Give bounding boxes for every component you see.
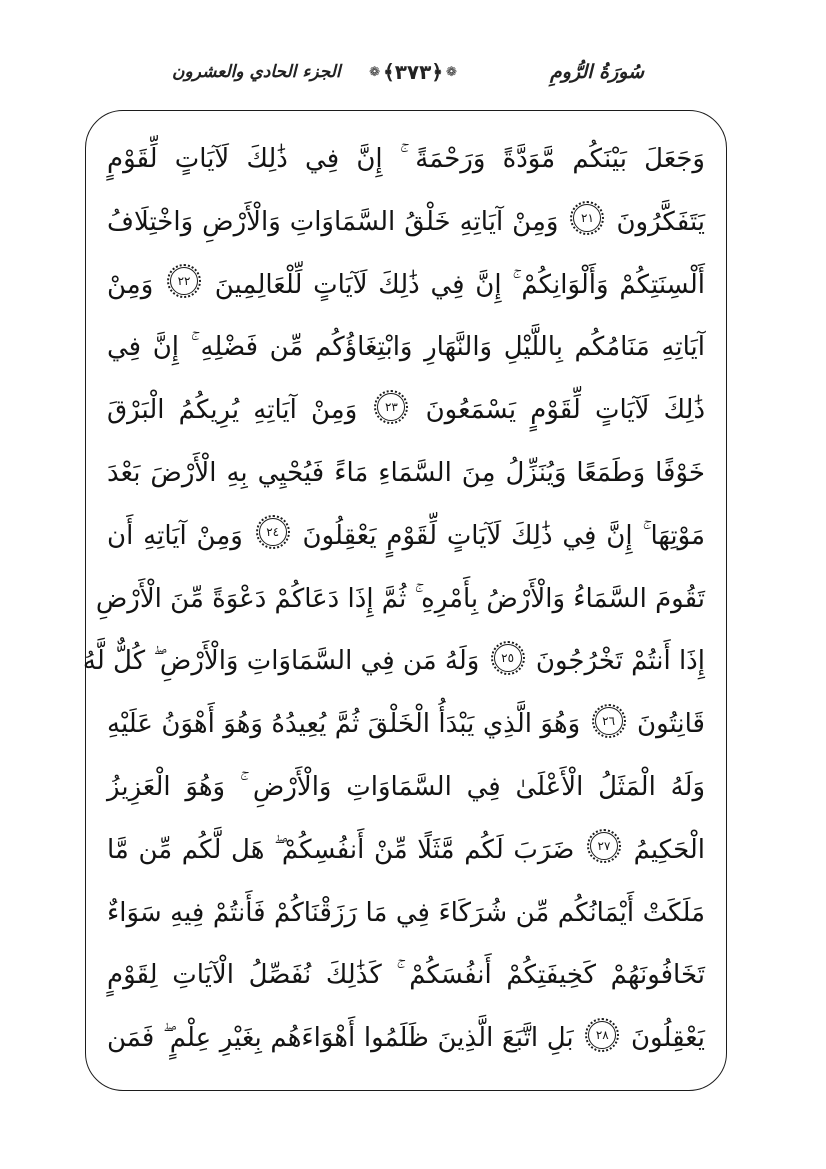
ayah-end-marker: ٢٨: [588, 1021, 616, 1049]
ayah-end-marker: ٢٦: [595, 707, 623, 735]
page-number: ﴿٣٧٣﴾: [382, 60, 444, 84]
quran-line: [107, 191, 705, 254]
ayah-end-marker: ٢٧: [590, 832, 618, 860]
ayah-end-marker: ٢٣: [377, 393, 405, 421]
quran-text-segment: بَلِ اتَّبَعَ الَّذِينَ ظَلَمُوا أَهْوَاءَهُم بِغَيْرِ عِلْمٍ ۖ فَمَن: [107, 1023, 574, 1054]
quran-text-segment: ضَرَبَ لَكُم مَّثَلًا مِّنْ أَنفُسِكُمْ ۖ هَل لَّكُم مِّن مَّا: [107, 834, 575, 865]
quran-text-segment: يَعْقِلُونَ: [630, 1023, 706, 1054]
quran-line: [107, 693, 705, 756]
quran-line: [82, 630, 705, 693]
quran-line: [107, 128, 705, 191]
quran-line: [107, 944, 705, 1007]
quran-text-segment: وَمِنْ آيَاتِهِ يُرِيكُمُ الْبَرْقَ: [107, 395, 358, 426]
quran-text-segment: مَلَكَتْ أَيْمَانُكُم مِّن شُرَكَاءَ فِي مَا رَزَقْنَاكُمْ فَأَنتُمْ فِيهِ سَوَاءٌ: [107, 897, 705, 928]
quran-line: [107, 316, 705, 379]
quran-text-segment: إِذَا أَنتُمْ تَخْرُجُونَ: [535, 646, 705, 677]
quran-text-segment: وَلَهُ مَن فِي السَّمَاوَاتِ وَالْأَرْضِ ۖ كُلٌّ لَّهُ: [82, 646, 480, 677]
ayah-end-marker: ٢٥: [494, 644, 522, 672]
quran-text-segment: وَهُوَ الَّذِي يَبْدَأُ الْخَلْقَ ثُمَّ يُعِيدُهُ وَهُوَ أَهْوَنُ عَلَيْهِ: [107, 709, 581, 740]
quran-text-segment: وَمِنْ: [107, 269, 154, 300]
quran-text-segment: أَلْسِنَتِكُمْ وَأَلْوَانِكُمْ ۚ إِنَّ فِي ذَٰلِكَ لَآيَاتٍ لِّلْعَالِمِينَ: [214, 269, 706, 300]
quran-text-segment: آيَاتِهِ مَنَامُكُم بِاللَّيْلِ وَالنَّهَارِ وَابْتِغَاؤُكُم مِّن فَضْلِهِ ۚ إِنَّ فِي: [107, 332, 705, 363]
ayah-end-marker: ٢١: [573, 204, 601, 232]
juz-title: الجزء الحادي والعشرون: [172, 62, 341, 82]
rosette-ornament-icon: ❁: [369, 64, 380, 80]
quran-line: [107, 379, 705, 442]
quran-line: [107, 882, 705, 945]
quran-text-segment: مَوْتِهَا ۚ إِنَّ فِي ذَٰلِكَ لَآيَاتٍ لِّقَوْمٍ يَعْقِلُونَ: [302, 520, 706, 551]
quran-line: [107, 1007, 705, 1070]
rosette-ornament-icon: ❁: [446, 64, 457, 80]
quran-text-segment: الْحَكِيمُ: [633, 834, 705, 865]
quran-text-segment: قَانِتُونَ: [637, 709, 705, 740]
page-number-group: [369, 48, 457, 96]
quran-line: [107, 442, 705, 505]
quran-text-segment: وَلَهُ الْمَثَلُ الْأَعْلَىٰ فِي السَّمَاوَاتِ وَالْأَرْضِ ۚ وَهُوَ الْعَزِيزُ: [107, 771, 705, 802]
ayah-end-marker: ٢٤: [259, 518, 287, 546]
ayah-end-marker: ٢٢: [170, 267, 198, 295]
text-frame-border: [82, 110, 727, 1091]
quran-text-segment: ذَٰلِكَ لَآيَاتٍ لِّقَوْمٍ يَسْمَعُونَ: [425, 395, 706, 426]
quran-line: [107, 505, 705, 568]
quran-text-segment: تَخَافُونَهُمْ كَخِيفَتِكُمْ أَنفُسَكُمْ ۚ كَذَٰلِكَ نُفَصِّلُ الْآيَاتِ لِقَوْمٍ: [107, 960, 705, 991]
quran-text-block: [82, 128, 706, 1090]
quran-line: [107, 756, 705, 819]
quran-text-segment: وَمِنْ آيَاتِهِ أَن: [107, 520, 243, 551]
quran-text-segment: وَمِنْ آيَاتِهِ خَلْقُ السَّمَاوَاتِ وَالْأَرْضِ وَاخْتِلَافُ: [107, 206, 559, 237]
quran-text-segment: يَتَفَكَّرُونَ: [616, 206, 706, 237]
quran-text-segment: وَجَعَلَ بَيْنَكُم مَّوَدَّةً وَرَحْمَةً ۚ إِنَّ فِي ذَٰلِكَ لَآيَاتٍ لِّقَوْمٍ: [107, 144, 705, 174]
quran-line: [107, 254, 705, 317]
quran-text-segment: خَوْفًا وَطَمَعًا وَيُنَزِّلُ مِنَ السَّمَاءِ مَاءً فَيُحْيِي بِهِ الْأَرْضَ بَعْدَ: [107, 457, 705, 488]
page-header: [0, 48, 826, 96]
quran-line: [95, 568, 705, 631]
quran-text-segment: تَقُومَ السَّمَاءُ وَالْأَرْضُ بِأَمْرِهِ ۚ ثُمَّ إِذَا دَعَاكُمْ دَعْوَةً مِّنَ الْأَرْضِ: [95, 583, 705, 614]
quran-line: [107, 819, 705, 882]
surah-title: سُورَةُ الرُّومِ: [550, 61, 644, 83]
